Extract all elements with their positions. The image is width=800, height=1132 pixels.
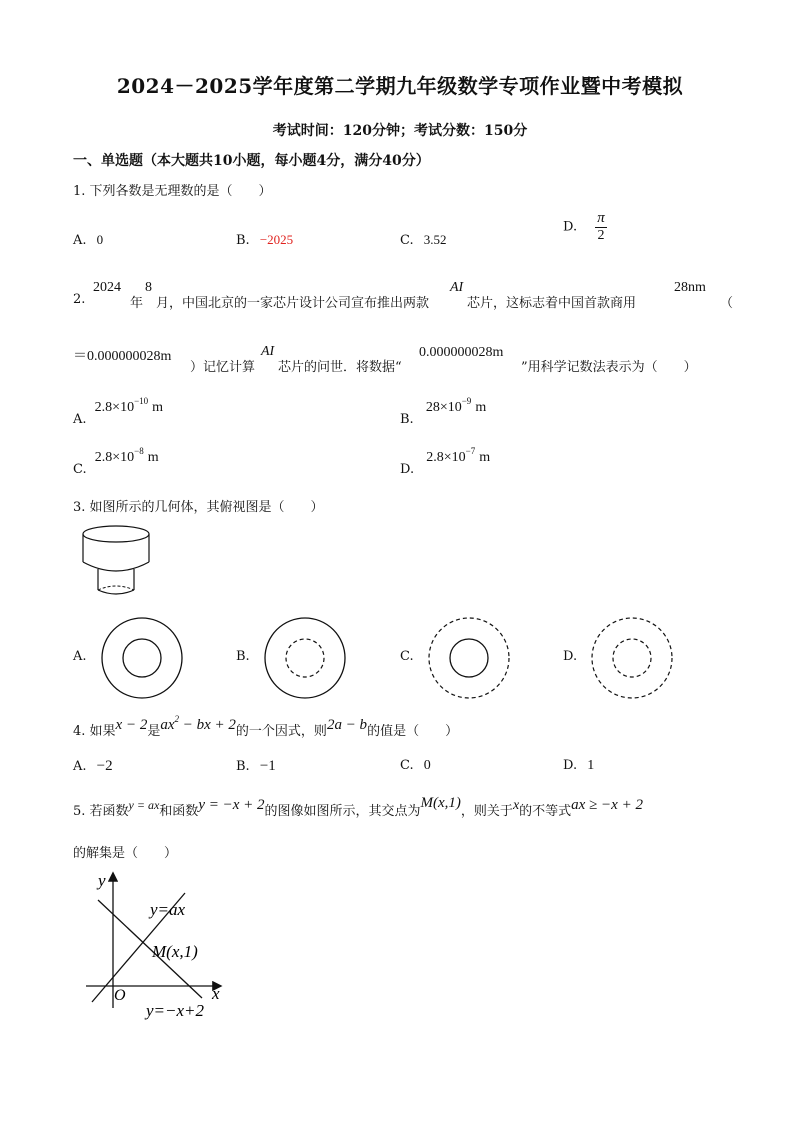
q3-option-c-figure[interactable] — [427, 616, 511, 700]
page-title: 2024－2025学年度第二学期九年级数学专项作业暨中考模拟 — [116, 74, 684, 98]
option-label: C. — [73, 462, 87, 477]
line-1-label: y=ax — [150, 900, 186, 919]
q1-option-d[interactable] — [563, 210, 607, 244]
q2-ai-2: AI — [261, 344, 275, 359]
q2-nm: 28nm — [674, 280, 706, 295]
option-value: $28\times 10^{-9}$ m — [425, 396, 487, 415]
q1-option-c[interactable] — [400, 232, 447, 248]
option-label: B. — [400, 412, 414, 427]
option-label: A. — [73, 233, 87, 248]
fraction-denominator: 2 — [597, 228, 605, 243]
q2-equation: ＝0.000000028m — [73, 349, 172, 364]
q3-solid-figure — [78, 522, 160, 598]
section-heading: 一、单选题（本大题共10小题，每小题4分，满分40分） — [73, 153, 430, 169]
option-label: D. — [400, 462, 415, 477]
q5-function-graph — [80, 868, 240, 1028]
expr-quadratic: $ax^2$ − bx + 2 — [160, 714, 236, 733]
inequality: ax ≥ −x + 2 — [571, 797, 643, 813]
option-label: D. — [563, 219, 578, 235]
q2-option-b[interactable] — [400, 396, 486, 427]
q2-text-3: ）记忆计算 — [190, 360, 256, 375]
q1-stem: 1. 下列各数是无理数的是（ ） — [73, 184, 272, 199]
option-label: D. — [563, 649, 578, 664]
q4-stem: 4. 如果x − 2是$ax^2$ − bx + 2的一个因式，则2a − b的值是（ ） — [73, 714, 459, 739]
q3-option-a-figure[interactable] — [100, 616, 184, 700]
option-value: $2.8\times 10^{-7}$ m — [426, 446, 491, 465]
q4-option-a[interactable]: A. −2 — [73, 758, 113, 774]
q5-stem-line-2: 的解集是（ ） — [73, 846, 178, 861]
exam-info: 考试时间：120分钟；考试分数：150分 — [272, 123, 528, 139]
expr-2a-minus-b: 2a − b — [326, 717, 368, 733]
q3-option-a[interactable] — [73, 649, 87, 664]
fraction-numerator: π — [597, 210, 605, 226]
q2-option-a[interactable] — [73, 396, 163, 427]
q5-stem: 5. 若函数y = ax和函数y = −x + 2的图像如图所示，其交点为M(x,1)，则关于x的不等式ax ≥ −x + 2 — [73, 795, 643, 819]
pi-over-two-fraction — [595, 210, 607, 244]
q4-option-b[interactable]: B. −1 — [236, 758, 276, 774]
point-m-label: M(x,1) — [152, 942, 198, 961]
option-label: B. — [236, 233, 250, 248]
q3-option-d[interactable] — [563, 649, 577, 664]
q3-option-b[interactable] — [236, 649, 250, 664]
q2-text-1: 月，中国北京的一家芯片设计公司宣布推出两款 — [156, 296, 430, 311]
y-axis-label: y — [98, 871, 106, 890]
q1-option-a[interactable] — [73, 232, 103, 248]
q3-option-d-figure[interactable] — [590, 616, 674, 700]
option-value: −2025 — [259, 232, 294, 247]
q4-option-d[interactable]: D. 1 — [563, 758, 595, 773]
q2-text-2: 芯片，这标志着中国首款商用 — [467, 296, 637, 311]
q3-stem: 3. 如图所示的几何体，其俯视图是（ ） — [73, 500, 324, 515]
q1-option-b[interactable] — [236, 232, 293, 248]
q2-ai: AI — [450, 280, 464, 295]
option-label: A. — [73, 412, 87, 427]
q2-option-c[interactable] — [73, 446, 159, 477]
option-value: 0 — [96, 232, 104, 247]
function-1: y = ax — [128, 798, 160, 812]
q4-option-c[interactable]: C. 0 — [400, 758, 431, 773]
variable-x: x — [512, 798, 520, 813]
x-axis-label: x — [212, 984, 220, 1003]
function-2: y = −x + 2 — [198, 797, 265, 813]
origin-label: O — [114, 987, 126, 1004]
option-value: $2.8\times 10^{-10}$ m — [94, 396, 164, 415]
intersection-point: M(x,1) — [420, 795, 461, 811]
line-2-label: y=−x+2 — [146, 1001, 205, 1020]
q2-option-d[interactable] — [400, 446, 490, 477]
option-value: $2.8\times 10^{-8}$ m — [94, 446, 159, 465]
q2-paren: （ — [720, 296, 734, 311]
expr-x-minus-2: x − 2 — [115, 717, 148, 733]
q2-nian: 年 — [130, 296, 144, 311]
option-value: 3.52 — [423, 232, 447, 247]
q2-year: 2024 — [93, 280, 121, 295]
option-label: C. — [400, 649, 414, 664]
q2-number: 2. — [73, 292, 86, 307]
option-label: B. — [236, 649, 250, 664]
q3-option-b-figure[interactable] — [263, 616, 347, 700]
q3-option-c[interactable] — [400, 649, 414, 664]
option-label: A. — [73, 649, 87, 664]
q2-text-4: 芯片的问世．将数据“ — [278, 360, 402, 375]
q2-month: 8 — [145, 280, 152, 295]
q2-text-5: ”用科学记数法表示为（ ） — [521, 360, 697, 375]
q2-data: 0.000000028m — [419, 345, 504, 360]
option-label: C. — [400, 233, 414, 248]
